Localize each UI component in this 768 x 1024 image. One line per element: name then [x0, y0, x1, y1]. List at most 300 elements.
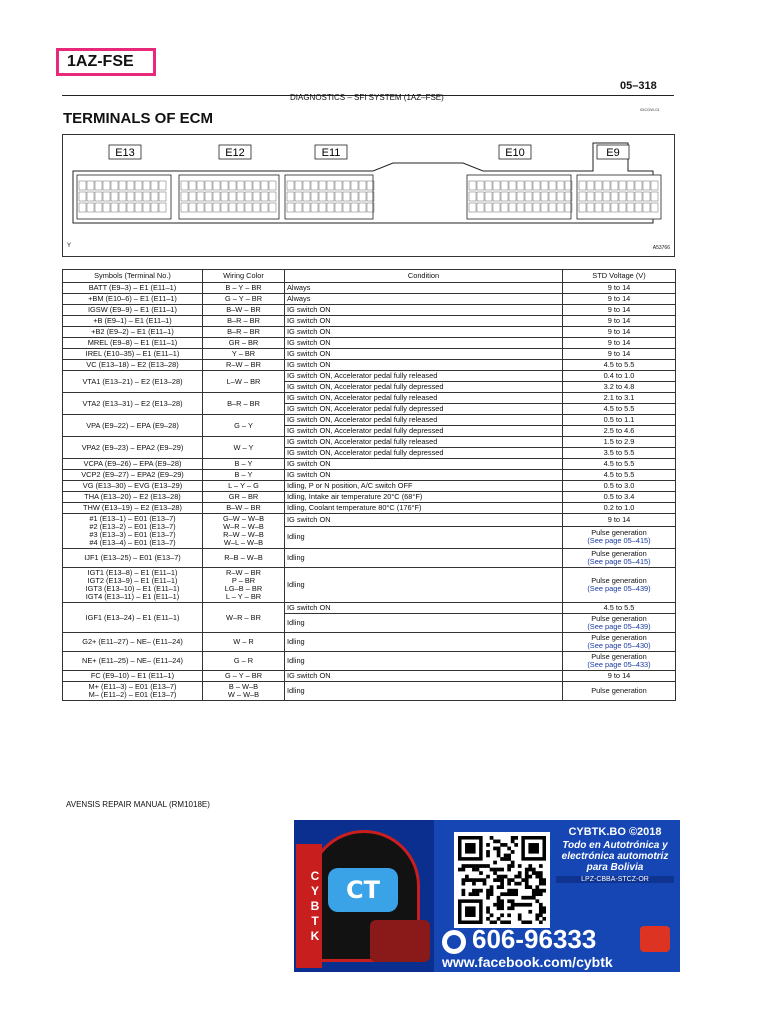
ecm-connector-diagram — [62, 134, 675, 257]
std-voltage-cell: 2.1 to 3.1 — [563, 393, 676, 404]
qr-module — [500, 885, 504, 889]
table-row — [63, 327, 676, 338]
std-voltage-cell: 0.5 to 3.4 — [563, 492, 676, 503]
qr-module — [507, 889, 511, 893]
std-voltage-cell — [563, 614, 676, 633]
ecm-terminals-table — [62, 269, 676, 701]
qr-module — [507, 913, 511, 917]
qr-module — [486, 917, 490, 921]
column-header-wiring-color: Wiring Color — [203, 270, 285, 283]
qr-module — [493, 878, 497, 882]
condition-cell: IG switch ON — [285, 470, 563, 481]
ad-tagline: Todo en Autotrónica y electrónica automotriz para Bolivia — [561, 840, 669, 873]
qr-module — [500, 868, 504, 872]
std-voltage-cell: 3.2 to 4.8 — [563, 382, 676, 393]
table-row — [63, 415, 676, 426]
pulse-generation-label: Pulse generation — [591, 576, 647, 585]
qr-module — [535, 899, 539, 903]
wiring-color-cell: G – Y – BR — [203, 671, 285, 682]
table-row — [63, 393, 676, 404]
cybtk-vertical-brand: CYBTK — [296, 844, 322, 968]
ad-copyright: CYBTK.BO ©2018 — [568, 826, 662, 838]
condition-cell: IG switch ON, Accelerator pedal fully released — [285, 437, 563, 448]
qr-module — [497, 896, 501, 900]
terminal-symbols-cell: VTA1 (E13–21) – E2 (E13–28) — [63, 371, 203, 393]
condition-cell: IG switch ON — [285, 349, 563, 360]
qr-module — [518, 864, 522, 868]
table-row — [63, 371, 676, 382]
pulse-generation-label: Pulse generation — [591, 633, 647, 642]
see-page-link[interactable]: (See page 05–439) — [587, 584, 651, 593]
terminal-symbols-cell: +BM (E10–6) – E1 (E11–1) — [63, 294, 203, 305]
qr-module — [525, 868, 529, 872]
column-header-symbols: Symbols (Terminal No.) — [63, 270, 203, 283]
table-header-row — [63, 270, 676, 283]
qr-module — [493, 903, 497, 907]
qr-module — [497, 868, 501, 872]
qr-module — [493, 868, 497, 872]
qr-module — [476, 878, 480, 882]
qr-module — [528, 885, 532, 889]
qr-module — [497, 885, 501, 889]
qr-module — [469, 864, 473, 868]
qr-module — [528, 896, 532, 900]
qr-module — [486, 843, 490, 847]
connector-body-e10 — [467, 175, 571, 219]
wiring-color-cell: B–W – BR — [203, 503, 285, 514]
std-voltage-cell: 1.5 to 2.9 — [563, 437, 676, 448]
qr-module — [521, 878, 525, 882]
std-voltage-cell: 2.5 to 4.6 — [563, 426, 676, 437]
qr-module — [542, 906, 546, 910]
std-voltage-cell: 9 to 14 — [563, 671, 676, 682]
see-page-link[interactable]: (See page 05–433) — [587, 660, 651, 669]
qr-module — [490, 889, 494, 893]
ad-cities: LPZ-CBBA-STCZ-OR — [556, 876, 674, 883]
table-row — [63, 316, 676, 327]
qr-module — [507, 882, 511, 886]
condition-cell: IG switch ON, Accelerator pedal fully depressed — [285, 404, 563, 415]
qr-module — [528, 910, 532, 914]
condition-cell: IG switch ON — [285, 603, 563, 614]
wiring-color-cell: B–R – BR — [203, 393, 285, 415]
qr-module — [518, 875, 522, 879]
column-header-condition: Condition — [285, 270, 563, 283]
qr-module — [476, 889, 480, 893]
wiring-color-cell: G – R — [203, 652, 285, 671]
connector-label-e12: E12 — [225, 147, 245, 159]
qr-module — [542, 917, 546, 921]
qr-module — [525, 875, 529, 879]
running-header — [62, 93, 674, 102]
terminal-symbols-cell: NE+ (E11–25) – NE– (E11–24) — [63, 652, 203, 671]
wiring-color-cell: W – R — [203, 633, 285, 652]
std-voltage-cell: 9 to 14 — [563, 349, 676, 360]
wiring-color-cell: G – Y — [203, 415, 285, 437]
table-row — [63, 349, 676, 360]
connector-drawing — [63, 135, 674, 256]
qr-module — [535, 913, 539, 917]
qr-module — [497, 847, 501, 851]
table-row — [63, 338, 676, 349]
wiring-color-cell: B – Y — [203, 470, 285, 481]
qr-module — [514, 892, 518, 896]
qr-module — [507, 847, 511, 851]
terminal-symbols-cell: VPA2 (E9–23) – EPA2 (E9–29) — [63, 437, 203, 459]
qr-module — [518, 913, 522, 917]
qr-module — [497, 899, 501, 903]
qr-module — [539, 913, 543, 917]
see-page-link[interactable]: (See page 05–415) — [587, 557, 651, 566]
std-voltage-cell: 9 to 14 — [563, 338, 676, 349]
qr-module — [507, 868, 511, 872]
qr-module — [490, 913, 494, 917]
wiring-color-cell: R–W – BR P – BR LG–B – BR L – Y – BR — [203, 568, 285, 603]
qr-module — [493, 840, 497, 844]
qr-module — [511, 864, 515, 868]
condition-cell: IG switch ON — [285, 459, 563, 470]
qr-module — [462, 864, 466, 868]
ad-facebook-link[interactable]: www.facebook.com/cybtk — [442, 954, 613, 970]
qr-module — [500, 878, 504, 882]
see-page-link[interactable]: (See page 05–430) — [587, 641, 651, 650]
connector-body-e11 — [285, 175, 373, 219]
connector-body-e13 — [77, 175, 171, 219]
ct-logo: CT — [328, 868, 398, 912]
qr-module — [497, 875, 501, 879]
connector-label-e13: E13 — [115, 147, 135, 159]
qr-module — [539, 875, 543, 879]
table-row — [63, 682, 676, 701]
qr-module — [504, 892, 508, 896]
condition-cell: Always — [285, 283, 563, 294]
wiring-color-cell: B – W–B W – W–B — [203, 682, 285, 701]
connector-label-e10: E10 — [505, 147, 525, 159]
qr-module — [486, 854, 490, 858]
qr-module — [500, 892, 504, 896]
qr-module — [528, 868, 532, 872]
qr-module — [497, 878, 501, 882]
qr-module — [518, 871, 522, 875]
qr-module — [532, 896, 536, 900]
qr-module — [486, 864, 490, 868]
qr-module — [472, 889, 476, 893]
qr-module — [511, 878, 515, 882]
qr-module — [462, 892, 466, 896]
condition-cell: IG switch ON, Accelerator pedal fully released — [285, 393, 563, 404]
qr-module — [511, 836, 515, 840]
qr-module — [476, 868, 480, 872]
connector-label-e11: E11 — [321, 147, 341, 159]
table-row — [63, 481, 676, 492]
condition-cell: Idling — [285, 568, 563, 603]
qr-module — [511, 850, 515, 854]
qr-module — [483, 864, 487, 868]
wiring-color-cell: B–R – BR — [203, 327, 285, 338]
qr-module — [511, 906, 515, 910]
qr-module — [542, 882, 546, 886]
qr-module — [514, 843, 518, 847]
terminal-symbols-cell: +B2 (E9–2) – E1 (E11–1) — [63, 327, 203, 338]
qr-module — [535, 917, 539, 921]
qr-module — [539, 892, 543, 896]
qr-module — [486, 906, 490, 910]
qr-module — [539, 910, 543, 914]
running-title: DIAGNOSTICS – SFI SYSTEM (1AZ–FSE) — [290, 93, 444, 102]
qr-module — [500, 913, 504, 917]
terminal-symbols-cell: FC (E9–10) – E1 (E11–1) — [63, 671, 203, 682]
wiring-color-cell: B – Y – BR — [203, 283, 285, 294]
table-row — [63, 459, 676, 470]
std-voltage-cell: 9 to 14 — [563, 294, 676, 305]
condition-cell: IG switch ON, Accelerator pedal fully released — [285, 371, 563, 382]
qr-module — [497, 906, 501, 910]
qr-module — [542, 889, 546, 893]
page-title: TERMINALS OF ECM — [63, 110, 213, 127]
qr-module — [500, 906, 504, 910]
qr-module — [528, 864, 532, 868]
table-row — [63, 360, 676, 371]
qr-module — [514, 875, 518, 879]
terminal-symbols-cell: IJF1 (E13–25) – E01 (E13–7) — [63, 549, 203, 568]
qr-module — [497, 840, 501, 844]
pulse-generation-label: Pulse generation — [591, 528, 647, 538]
qr-module — [518, 917, 522, 921]
std-voltage-cell: 0.5 to 1.1 — [563, 415, 676, 426]
std-voltage-cell — [563, 526, 676, 548]
condition-cell: IG switch ON, Accelerator pedal fully depressed — [285, 382, 563, 393]
qr-module — [493, 871, 497, 875]
qr-module — [479, 889, 483, 893]
qr-module — [490, 868, 494, 872]
qr-module — [542, 910, 546, 914]
qr-module — [511, 903, 515, 907]
qr-module — [486, 896, 490, 900]
qr-module — [525, 871, 529, 875]
qr-module — [500, 882, 504, 886]
table-row — [63, 305, 676, 316]
std-voltage-cell: 0.2 to 1.0 — [563, 503, 676, 514]
qr-module — [486, 910, 490, 914]
table-row — [63, 437, 676, 448]
qr-module — [535, 871, 539, 875]
see-page-link[interactable]: (See page 05–415) — [587, 536, 651, 546]
terminal-symbols-cell: VPA (E9–22) – EPA (E9–28) — [63, 415, 203, 437]
qr-module — [479, 878, 483, 882]
pulse-generation-label: Pulse generation — [591, 652, 647, 661]
qr-module — [525, 896, 529, 900]
pulse-generation-label: Pulse generation — [591, 549, 647, 558]
qr-module — [539, 878, 543, 882]
phone-icon — [640, 926, 670, 952]
qr-module — [490, 885, 494, 889]
qr-module — [532, 871, 536, 875]
terminal-symbols-cell: VCP2 (E9–27) – EPA2 (E9–29) — [63, 470, 203, 481]
std-voltage-cell: 3.5 to 5.5 — [563, 448, 676, 459]
qr-module — [462, 868, 466, 872]
qr-module — [486, 889, 490, 893]
table-row — [63, 503, 676, 514]
advertisement-banner — [294, 820, 680, 972]
qr-module — [507, 878, 511, 882]
pulse-generation-label: Pulse generation — [591, 614, 647, 623]
qr-module — [500, 843, 504, 847]
qr-module — [479, 871, 483, 875]
condition-cell: Idling, Coolant temperature 80°C (176°F) — [285, 503, 563, 514]
qr-module — [486, 875, 490, 879]
qr-module — [476, 864, 480, 868]
std-voltage-cell: 4.5 to 5.5 — [563, 360, 676, 371]
terminal-symbols-cell: THW (E13–19) – E2 (E13–28) — [63, 503, 203, 514]
wiring-color-cell: B – Y — [203, 459, 285, 470]
wiring-color-cell: L – Y – G — [203, 481, 285, 492]
qr-module — [521, 903, 525, 907]
qr-module — [472, 868, 476, 872]
whatsapp-icon — [442, 930, 466, 954]
qr-module — [504, 857, 508, 861]
qr-module — [500, 899, 504, 903]
std-voltage-cell: 0.5 to 3.0 — [563, 481, 676, 492]
qr-module — [504, 875, 508, 879]
std-voltage-cell: 9 to 14 — [563, 305, 676, 316]
qr-module — [539, 903, 543, 907]
qr-module — [507, 906, 511, 910]
qr-module — [535, 875, 539, 879]
qr-module — [514, 836, 518, 840]
terminal-symbols-cell: IGF1 (E13–24) – E1 (E11–1) — [63, 603, 203, 633]
qr-module — [490, 836, 494, 840]
qr-module — [525, 878, 529, 882]
condition-cell: Idling — [285, 526, 563, 548]
condition-cell: Idling, Intake air temperature 20°C (68°F) — [285, 492, 563, 503]
wiring-color-cell: B–R – BR — [203, 316, 285, 327]
qr-module — [472, 878, 476, 882]
qr-module — [539, 871, 543, 875]
qr-module — [486, 892, 490, 896]
condition-cell: Idling — [285, 682, 563, 701]
qr-module — [507, 854, 511, 858]
table-row — [63, 470, 676, 481]
qr-module — [507, 892, 511, 896]
qr-module — [511, 840, 515, 844]
condition-cell: IG switch ON — [285, 305, 563, 316]
wiring-color-cell: W–R – BR — [203, 603, 285, 633]
qr-module — [514, 889, 518, 893]
see-page-link[interactable]: (See page 05–439) — [587, 622, 651, 631]
condition-cell: IG switch ON — [285, 671, 563, 682]
qr-module — [535, 892, 539, 896]
terminal-symbols-cell: M+ (E11–3) – E01 (E13–7) M– (E11–2) – E01 (E13–7) — [63, 682, 203, 701]
condition-cell: Idling — [285, 633, 563, 652]
condition-cell: Idling — [285, 549, 563, 568]
qr-module — [518, 903, 522, 907]
qr-module — [535, 889, 539, 893]
table-row — [63, 492, 676, 503]
qr-module — [486, 850, 490, 854]
terminal-symbols-cell: #1 (E13–1) – E01 (E13–7) #2 (E13–2) – E01 (E13–7) #3 (E13–3) – E01 (E13–7) #4 (E13–4) – E01 (E13–7) — [63, 514, 203, 549]
qr-module — [514, 882, 518, 886]
qr-module — [535, 885, 539, 889]
qr-module — [528, 875, 532, 879]
std-voltage-cell: 9 to 14 — [563, 283, 676, 294]
std-voltage-cell: 0.4 to 1.0 — [563, 371, 676, 382]
condition-cell: IG switch ON, Accelerator pedal fully released — [285, 415, 563, 426]
terminal-symbols-cell: IGSW (E9–9) – E1 (E11–1) — [63, 305, 203, 316]
car-image — [370, 920, 430, 962]
qr-module — [458, 868, 462, 872]
terminal-symbols-cell: VG (E13–30) – EVG (E13–29) — [63, 481, 203, 492]
terminal-symbols-cell: IGT1 (E13–8) – E1 (E11–1) IGT2 (E13–9) – E1 (E11–1) IGT3 (E13–10) – E1 (E11–1) IGT4 (E13–11) – E1 (E11–1) — [63, 568, 203, 603]
table-row — [63, 294, 676, 305]
condition-cell: IG switch ON — [285, 514, 563, 527]
column-header-std-voltage: STD Voltage (V) — [563, 270, 676, 283]
qr-module — [532, 892, 536, 896]
qr-module — [497, 917, 501, 921]
wiring-color-cell: B–W – BR — [203, 305, 285, 316]
qr-module — [497, 850, 501, 854]
qr-module — [525, 903, 529, 907]
wiring-color-cell: GR – BR — [203, 338, 285, 349]
terminal-symbols-cell: VTA2 (E13–31) – E2 (E13–28) — [63, 393, 203, 415]
qr-module — [493, 847, 497, 851]
qr-module — [472, 864, 476, 868]
qr-module — [539, 906, 543, 910]
terminal-symbols-cell: BATT (E9–3) – E1 (E11–1) — [63, 283, 203, 294]
diagram-corner-letter: Y — [67, 243, 72, 249]
qr-module — [511, 861, 515, 865]
table-row — [63, 633, 676, 652]
qr-module — [525, 885, 529, 889]
condition-cell: Always — [285, 294, 563, 305]
terminal-symbols-cell: G2+ (E11–27) – NE– (E11–24) — [63, 633, 203, 652]
wiring-color-cell: R–B – W–B — [203, 549, 285, 568]
qr-module — [539, 882, 543, 886]
document-id: 05CDW-01 — [640, 107, 660, 112]
terminal-symbols-cell: MREL (E9–8) – E1 (E11–1) — [63, 338, 203, 349]
std-voltage-cell — [563, 549, 676, 568]
qr-module — [507, 899, 511, 903]
condition-cell: IG switch ON — [285, 360, 563, 371]
qr-module — [507, 857, 511, 861]
engine-code-badge: 1AZ-FSE — [56, 48, 156, 76]
wiring-color-cell: G – Y – BR — [203, 294, 285, 305]
wiring-color-cell: GR – BR — [203, 492, 285, 503]
qr-module — [539, 889, 543, 893]
qr-module — [469, 878, 473, 882]
condition-cell: Idling — [285, 614, 563, 633]
qr-module — [539, 864, 543, 868]
qr-module — [472, 892, 476, 896]
manual-footer: AVENSIS REPAIR MANUAL (RM1018E) — [66, 800, 210, 809]
qr-module — [525, 882, 529, 886]
wiring-color-cell: L–W – BR — [203, 371, 285, 393]
std-voltage-cell: 9 to 14 — [563, 327, 676, 338]
qr-module — [532, 889, 536, 893]
condition-cell: IG switch ON — [285, 327, 563, 338]
table-row — [63, 603, 676, 614]
table-row — [63, 671, 676, 682]
std-voltage-cell: 4.5 to 5.5 — [563, 404, 676, 415]
qr-module — [518, 882, 522, 886]
std-voltage-cell — [563, 568, 676, 603]
connector-label-e9: E9 — [606, 147, 620, 159]
table-row — [63, 568, 676, 603]
qr-module — [479, 864, 483, 868]
qr-module — [465, 875, 469, 879]
qr-module — [532, 868, 536, 872]
wiring-color-cell: R–W – BR — [203, 360, 285, 371]
std-voltage-cell: 9 to 14 — [563, 316, 676, 327]
